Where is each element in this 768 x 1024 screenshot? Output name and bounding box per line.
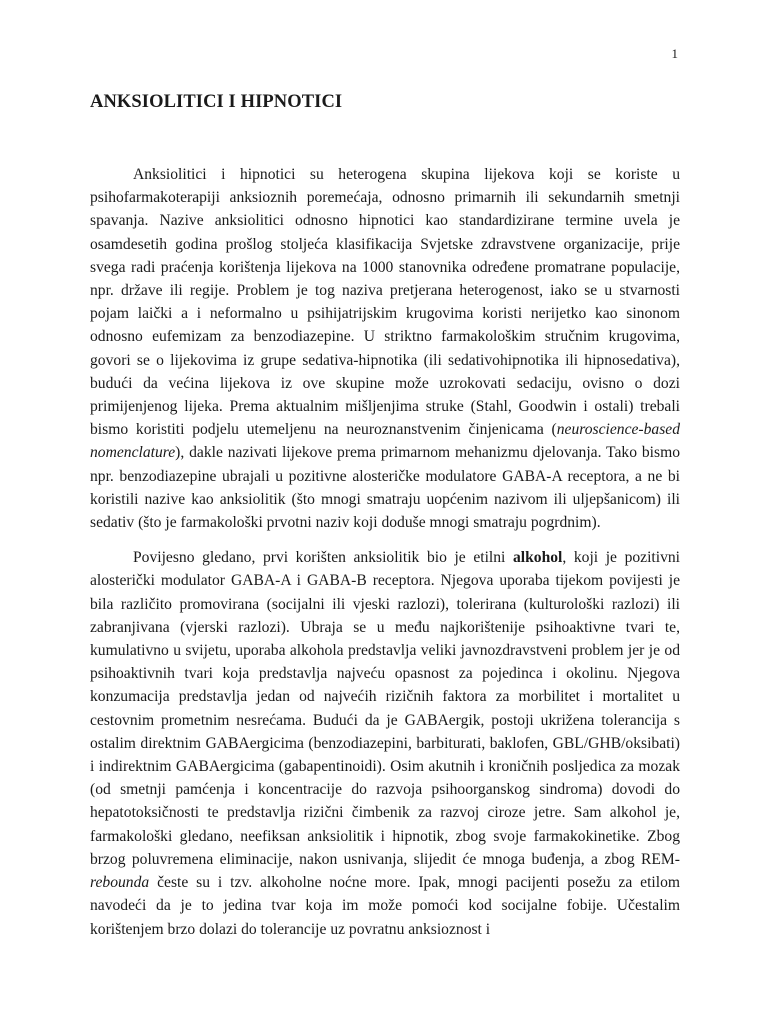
document-body [90, 163, 680, 941]
paragraph-text: ), dakle nazivati lijekove prema primarnom mehanizmu djelovanja. Tako bismo npr. benzodiazepine ubrajali u pozitivne alosteričke modulatore GABA-A receptora, a ne bi koristili nazive kao anksiolitik (što mnogi smatraju uopćenim nazivom ili uljepšanicom) ili sedativ (što je farmakološki prvotni naziv koji doduše mnogi smatraju pogrdnim). [90, 444, 680, 532]
paragraph-text: Anksiolitici i hipnotici su heterogena skupina lijekova koji se koriste u psihofarmakoterapiji anksioznih poremećaja, odnosno primarnih ili sekundarnih smetnji spavanja. Nazive anksiolitici odnosno hipnotici kao standardizirane termine uvela je osamdesetih godina prošlog stoljeća klasifikacija Svjetske zdravstvene organizacije, prije svega radi praćenja korištenja lijekova na 1000 stanovnika određene promatrane populacije, npr. države ili regije. Problem je tog naziva pretjerana heterogenost, iako se u stvarnosti pojam laički a i neformalno u psihijatrijskim krugovima koristi nerijetko kao sinonom odnosno eufemizam za benzodiazepine. U striktno farmakološkim stručnim krugovima, govori se o lijekovima iz grupe sedativa-hipnotika (ili sedativohipnotika ili hipnosedativa), budući da većina lijekova iz ove skupine može uzrokovati sedaciju, ovisno o dozi primijenjenog lijeka. Prema aktualnim mišljenjima struke (Stahl, Goodwin i ostali) trebali bismo koristiti podjelu utemeljenu na neuroznanstvenim činjenicama ( [90, 166, 680, 439]
italic-term: rebounda [90, 874, 150, 892]
document-title: ANKSIOLITICI I HIPNOTICI [90, 92, 343, 112]
paragraph-alcohol [90, 546, 680, 940]
paragraph-text: , koji je pozitivni alosterički modulator GABA-A i GABA-B receptora. Njegova uporaba tijekom povijesti je bila različito promovirana (socijalni ili vjeski razlozi), tolerirana (kulturološki razlozi) ili zabranjivana (vjerski razlozi). Ubraja se u među najkorištenije psihoaktivne tvari te, kumulativno u svijetu, uporaba alkohola predstavlja veliki javnozdravstveni problem jer je od psihoaktivnih tvari koja predstavlja najveću opasnost za pojedinca i okolinu. Njegova konzumacija predstavlja jedan od najvećih rizičnih faktora za morbilitet i mortalitet u cestovnim prometnim nesrećama. Budući da je GABAergik, postoji ukrižena tolerancija s ostalim direktnim GABAergicima (benzodiazepini, barbiturati, baklofen, GBL/GHB/oksibati) i indirektnim GABAergicima (gabapentinoidi). Osim akutnih i kroničnih posljedica za mozak (od smetnji pamćenja i koncentracije do razvoja psihoorganskog sindroma) dovodi do hepatotoksičnosti te predstavlja rizični čimbenik za razvoj ciroze jetre. Sam alkohol je, farmakološki gledano, neefiksan anksiolitik i hipnotik, zbog svoje farmakokinetike. Zbog brzog poluvremena eliminacije, nakon usnivanja, slijedit će mnoga buđenja, a zbog REM- [90, 549, 681, 868]
paragraph-text: Povijesno gledano, prvi korišten anksiolitik bio je etilni [133, 549, 513, 567]
bold-term: alkohol [512, 549, 563, 567]
paragraph-intro [90, 163, 680, 534]
page-number: 1 [671, 46, 678, 61]
italic-term: neuroscience-based nomenclature [90, 421, 680, 462]
paragraph-text: česte su i tzv. alkoholne noćne more. Ipak, mnogi pacijenti posežu za etilom navodeći da je to jedina tvar koja im može pomoći kod socijalne fobije. Učestalim korištenjem brzo dolazi do tolerancije uz povratnu anksioznost i [90, 874, 680, 938]
